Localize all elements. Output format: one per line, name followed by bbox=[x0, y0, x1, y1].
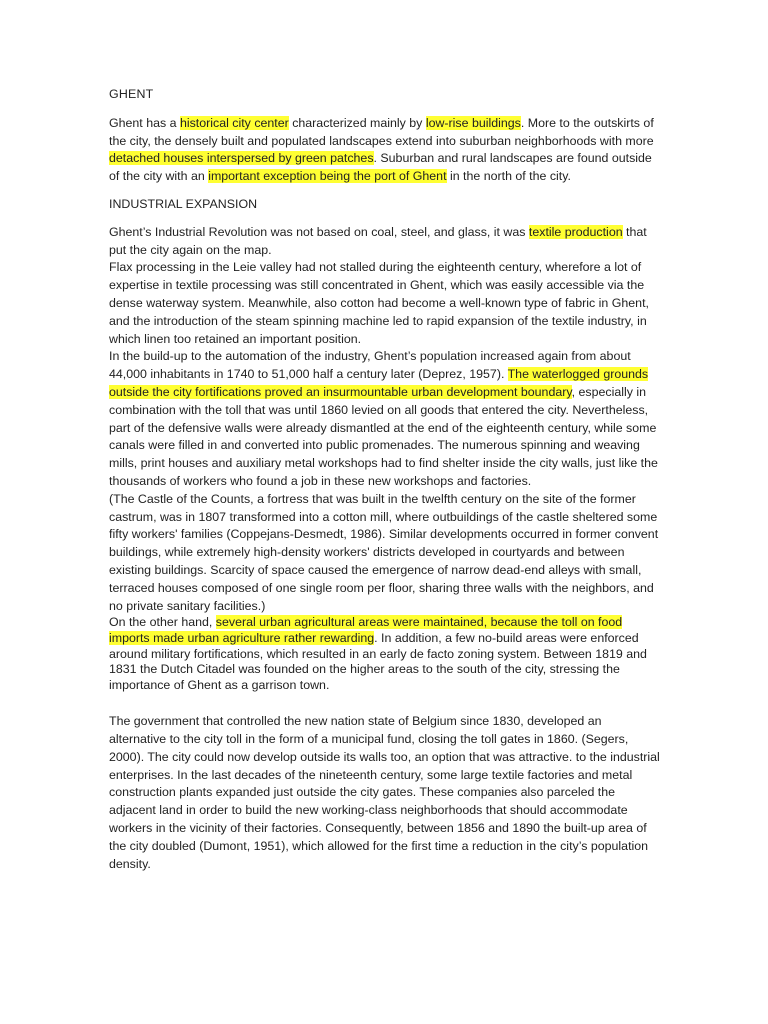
highlighted-text: important exception being the port of Ghent bbox=[208, 169, 447, 184]
text-run: In the build-up to the automation of the industry, Ghent’s population increased again from about 44,000 inhabitants in 1740 to 51,000 half a century later (Deprez, 1957). bbox=[109, 349, 631, 382]
text-run: . More to the outskirts of the city, the densely built and populated landscapes extend into suburban neighborhoods with more bbox=[109, 115, 654, 148]
text-run: that put the city again on the map. bbox=[109, 224, 647, 257]
document-page bbox=[109, 86, 661, 873]
section-heading: INDUSTRIAL EXPANSION bbox=[109, 196, 258, 211]
paragraph-government: The government that controlled the new nation state of Belgium since 1830, developed an alternative to the city toll in the form of a municipal fund, closing the toll gates in 1860. (Segers, 2000). The city could now develop outside its walls too, an option that was attractive. to the industrial enterprises. In the last decades of the nineteenth century, some large textile factories and metal construction plants expanded just outside the city gates. These companies also parceled the adjacent land in order to build the new working-class neighborhoods that should accommodate workers in the vicinity of their factories. Consequently, between 1856 and 1890 the built-up area of the city doubled (Dumont, 1951), which allowed for the first time a reduction in the city’s population density. bbox=[109, 714, 660, 871]
highlighted-text: low-rise buildings bbox=[425, 115, 521, 130]
text-run: On the other hand, bbox=[109, 615, 216, 630]
text-run: Ghent’s Industrial Revolution was not based on coal, steel, and glass, it was bbox=[109, 224, 529, 239]
document-title: GHENT bbox=[109, 87, 154, 101]
text-run: characterized mainly by bbox=[288, 115, 426, 130]
text-run: in the north of the city. bbox=[446, 169, 571, 184]
highlighted-text: detached houses interspersed by green patches bbox=[109, 151, 374, 166]
highlighted-text: textile production bbox=[528, 224, 623, 239]
text-run: . Suburban and rural landscapes are found outside of the city with an bbox=[109, 151, 652, 184]
text-run: . In addition, a few no-build areas were enforced around military fortifications, which resulted in an early de facto zoning system. Between 1819 and 1831 the Dutch Citadel was founded on the higher areas to the south of the city, stressing the importance of Ghent as a garrison town. bbox=[109, 630, 647, 692]
highlighted-text: The waterlogged grounds outside the city fortifications proved an insurmountable urban development boundary bbox=[109, 367, 649, 399]
paragraph-population bbox=[109, 348, 661, 490]
paragraph-flax: Flax processing in the Leie valley had not stalled during the eighteenth century, wherefore a lot of expertise in textile processing was still concentrated in Ghent, which was easily accessible via the dense waterway system. Meanwhile, also cotton had become a well-known type of fabric in Ghent, and the introduction of the steam spinning machine led to rapid expansion of the textile industry, in which linen too retained an important position. bbox=[109, 260, 649, 346]
paragraph-agriculture bbox=[109, 615, 661, 693]
text-run: , especially in combination with the toll that was until 1860 levied on all goods that entered the city. Nevertheless, part of the defensive walls were already dismantled at the end of the eighteenth century, while some canals were filled in and converted into public promenades. The numerous spinning and weaving mills, print houses and auxiliary metal workshops had to find shelter inside the city walls, just like the thousands of workers who found a job in these new workshops and factories. bbox=[109, 384, 658, 488]
paragraph-textile bbox=[109, 224, 661, 260]
paragraph-castle: (The Castle of the Counts, a fortress that was built in the twelfth century on the site of the former castrum, was in 1807 transformed into a cotton mill, where outbuildings of the castle sheltered some fifty workers' families (Coppejans-Desmedt, 1986). Similar developments occurred in former convent buildings, while extremely high-density workers' districts developed in courtyards and between existing buildings. Scarcity of space caused the emergence of narrow dead-end alleys with small, terraced houses composed of one single room per floor, sharing three walls with the neighbors, and no private sanitary facilities.) bbox=[109, 491, 659, 613]
intro-paragraph bbox=[109, 115, 661, 186]
text-run: Ghent has a bbox=[109, 115, 180, 130]
paragraph-spacer bbox=[109, 693, 661, 713]
highlighted-text: several urban agricultural areas were maintained, because the toll on food imports made urban agriculture rather rewarding bbox=[109, 615, 623, 645]
highlighted-text: historical city center bbox=[179, 115, 289, 130]
